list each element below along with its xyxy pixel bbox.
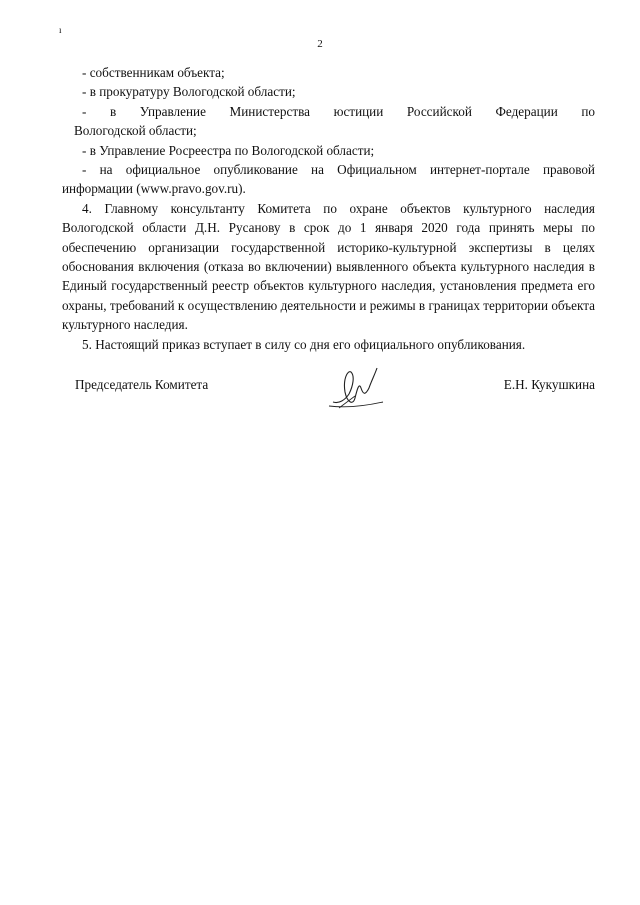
list-item-continuation: Вологодской области; (74, 123, 197, 139)
document-body (62, 63, 595, 354)
corner-mark: ı (59, 25, 62, 35)
signatory-name: Е.Н. Кукушкина (503, 377, 595, 392)
list-item: - в Управление Росреестра по Вологодской области; (82, 142, 375, 158)
paragraph: 4. Главному консультанту Комитета по охране объектов культурного наследия Вологодской области Д.Н. Русанову в срок до 1 января 2020 года принять меры по обеспечению организации государственной историко-культурной экспертизы в целях обоснования включения (отказа во включении) выявленного объекта культурного наследия в Единый государственный реестр объектов культурного наследия, установления предмета его охраны, требований к осуществлению деятельности и режимы в границах территории объекта культурного наследия. (62, 200, 595, 333)
handwritten-signature (325, 362, 395, 412)
list-item: - в Управление Министерства юстиции Российской Федерации по (82, 103, 595, 119)
signature-block (75, 377, 595, 427)
paragraph: 5. Настоящий приказ вступает в силу со дня его официального опубликования. (82, 336, 526, 352)
signatory-title: Председатель Комитета (75, 377, 209, 392)
list-item: - собственникам объекта; (82, 65, 225, 80)
list-item: - в прокуратуру Вологодской области; (82, 84, 296, 100)
page-number: 2 (317, 38, 323, 50)
list-item: - на официальное опубликование на Официальном интернет-портале правовой информации (www.pravo.gov.ru). (62, 162, 595, 197)
